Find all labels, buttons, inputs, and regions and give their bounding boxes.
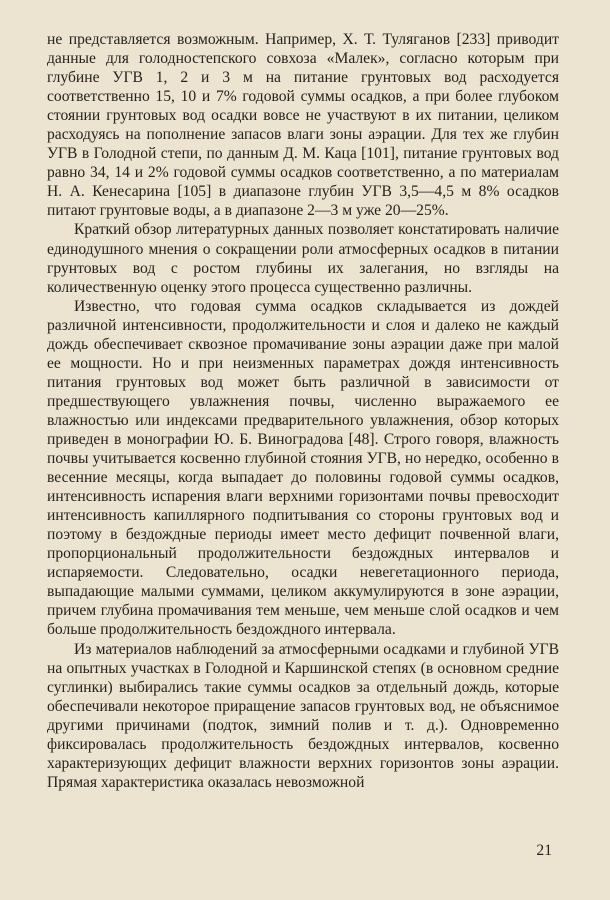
paragraph-literature-review: Краткий обзор литературных данных позволяет констатировать наличие единодушного мнения о сокращении роли атмосферных осадков в питании грунтовых вод с ростом глубины их залегания, но взгляды на количественную оценку этого процесса существенно различны. — [47, 221, 559, 296]
page-number: 21 — [536, 842, 552, 859]
paragraph-observation-materials: Из материалов наблюдений за атмосферными осадками и глубиной УГВ на опытных участках в Голодной и Каршинской степях (в основном средние суглинки) выбирались такие суммы осадков за отдельный дождь, которые обеспечивали некоторое приращение запасов грунтовых вод, не объяснимое другими причинами (подток, зимний полив и т. д.). Одновременно фиксировалась продолжительность бездождных интервалов, косвенно характеризующих дефицит влажности верхних горизонтов зоны аэрации. Прямая характеристика оказалась невозможной — [47, 640, 559, 791]
paragraph-precipitation-analysis: Известно, что годовая сумма осадков складывается из дождей различной интенсивности, продолжительности и слоя и далеко не каждый дождь обеспечивает сквозное промачивание зоны аэрации даже при малой ее мощности. Но и при неизменных параметрах дождя интенсивность питания грунтовых вод может быть различной в зависимости от предшествующего увлажнения почвы, численно выражаемого ее влажностью или индексами предварительного увлажнения, обзор которых приведен в монографии Ю. Б. Виноградова [48]. Строго говоря, влажность почвы учитывается косвенно глубиной стояния УГВ, но нередко, особенно в весенние месяцы, когда выпадает до половины годовой суммы осадков, интенсивность испарения влаги верхними горизонтами почвы превосходит интенсивность капиллярного подпитывания со стороны грунтовых вод и поэтому в бездождные периоды имеет место дефицит почвенной влаги, пропорциональный продолжительности бездождных интервалов и испаряемости. Следовательно, осадки невегетационного периода, выпадающие малыми суммами, целиком аккумулируются в зоне аэрации, причем глубина промачивания тем меньше, чем меньше слой осадков и чем больше продолжительность бездождного интервала. — [47, 297, 559, 639]
paragraph-continuation: не представляется возможным. Например, Х. Т. Туляганов [233] приводит данные для голодностепского совхоза «Малек», согласно которым при глубине УГВ 1, 2 и 3 м на питание грунтовых вод расходуется соответственно 15, 10 и 7% годовой суммы осадков, а при более глубоком стоянии грунтовых вод осадки вовсе не участвуют в их питании, целиком расходуясь на пополнение запасов влаги зоны аэрации. Для тех же глубин УГВ в Голодной степи, по данным Д. М. Каца [101], питание грунтовых вод равно 34, 14 и 2% годовой суммы осадков соответственно, а по материалам Н. А. Кенесарина [105] в диапазоне глубин УГВ 3,5—4,5 м 8% осадков питают грунтовые воды, а в диапазоне 2—3 м уже 20—25%. — [47, 31, 559, 220]
page-body-text — [47, 30, 559, 792]
